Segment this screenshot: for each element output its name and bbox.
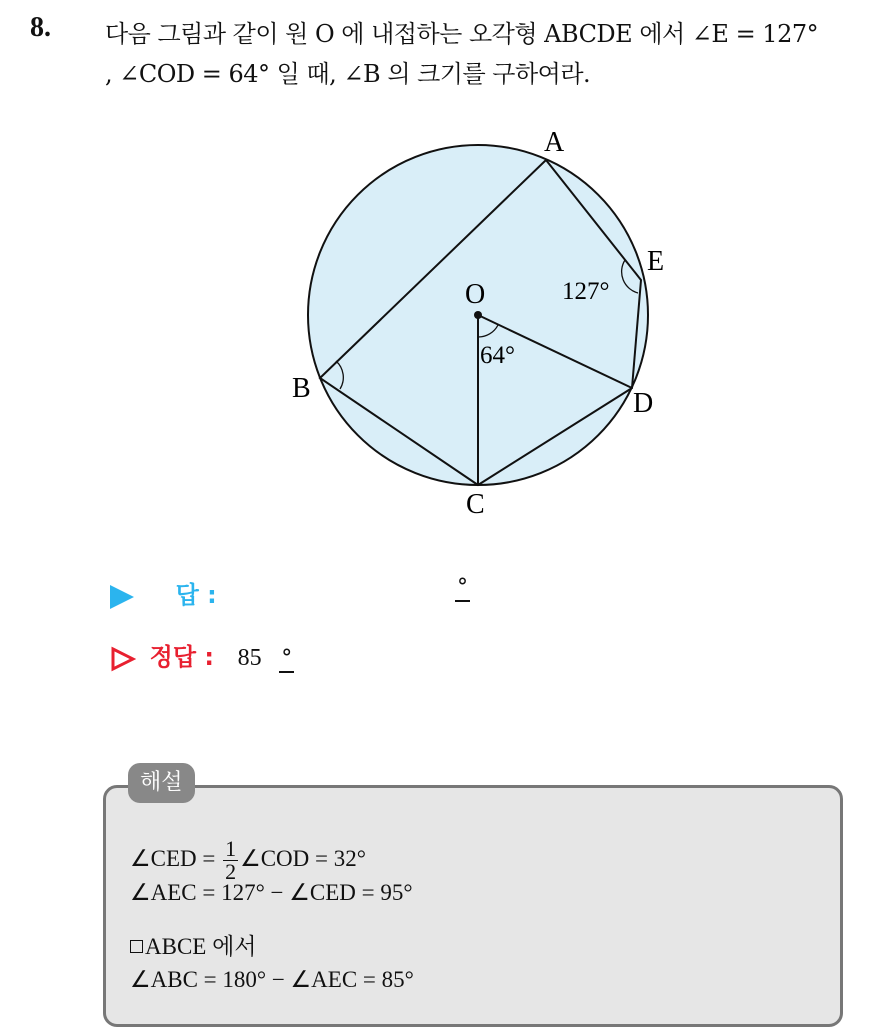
question-text-line1: 다음 그림과 같이 원 O 에 내접하는 오각형 ABCDE 에서 ∠E = 127° (105, 20, 819, 48)
label-o: O (465, 279, 486, 310)
angle-label-e: 127° (562, 278, 610, 305)
fraction-numerator: 1 (225, 836, 237, 861)
answer-unit: ° (457, 575, 468, 600)
solution-line-2: ∠AEC = 127° − ∠CED = 95° (130, 880, 413, 905)
question-text-line2: , ∠COD = 64° 일 때, ∠B 의 크기를 구하여라. (105, 60, 591, 88)
angle-label-o: 64° (480, 342, 515, 369)
play-icon (110, 585, 134, 609)
fraction-denominator: 2 (225, 859, 237, 884)
geometry-figure (280, 115, 680, 525)
quadrilateral-icon (130, 940, 143, 953)
solution-fraction (223, 838, 238, 883)
correct-answer-label: 정답 : (149, 643, 214, 671)
solution-line-1 (130, 838, 366, 883)
label-e: E (647, 246, 665, 277)
answer-row (110, 575, 468, 610)
solution-line1-pre: ∠CED = (130, 845, 222, 871)
correct-answer-value: 85 (237, 645, 262, 671)
center-point-o (474, 311, 482, 319)
label-d: D (633, 388, 654, 419)
correct-answer-unit: ° (281, 646, 293, 671)
solution-line-4: ∠ABC = 180° − ∠AEC = 85° (130, 967, 414, 992)
label-b: B (292, 373, 311, 404)
correct-answer-row (110, 637, 294, 673)
label-c: C (466, 489, 485, 520)
answer-blank[interactable] (455, 575, 470, 602)
solution-line-3 (130, 928, 257, 961)
solution-tag: 해설 (128, 763, 195, 803)
solution-line1-post: ∠COD = 32° (240, 845, 366, 871)
answer-label: 답 : (175, 581, 217, 609)
play-outline-icon (110, 646, 136, 672)
question-number: 8. (30, 12, 51, 43)
solution-line3-text: ABCE 에서 (145, 934, 257, 959)
label-a: A (544, 127, 565, 158)
